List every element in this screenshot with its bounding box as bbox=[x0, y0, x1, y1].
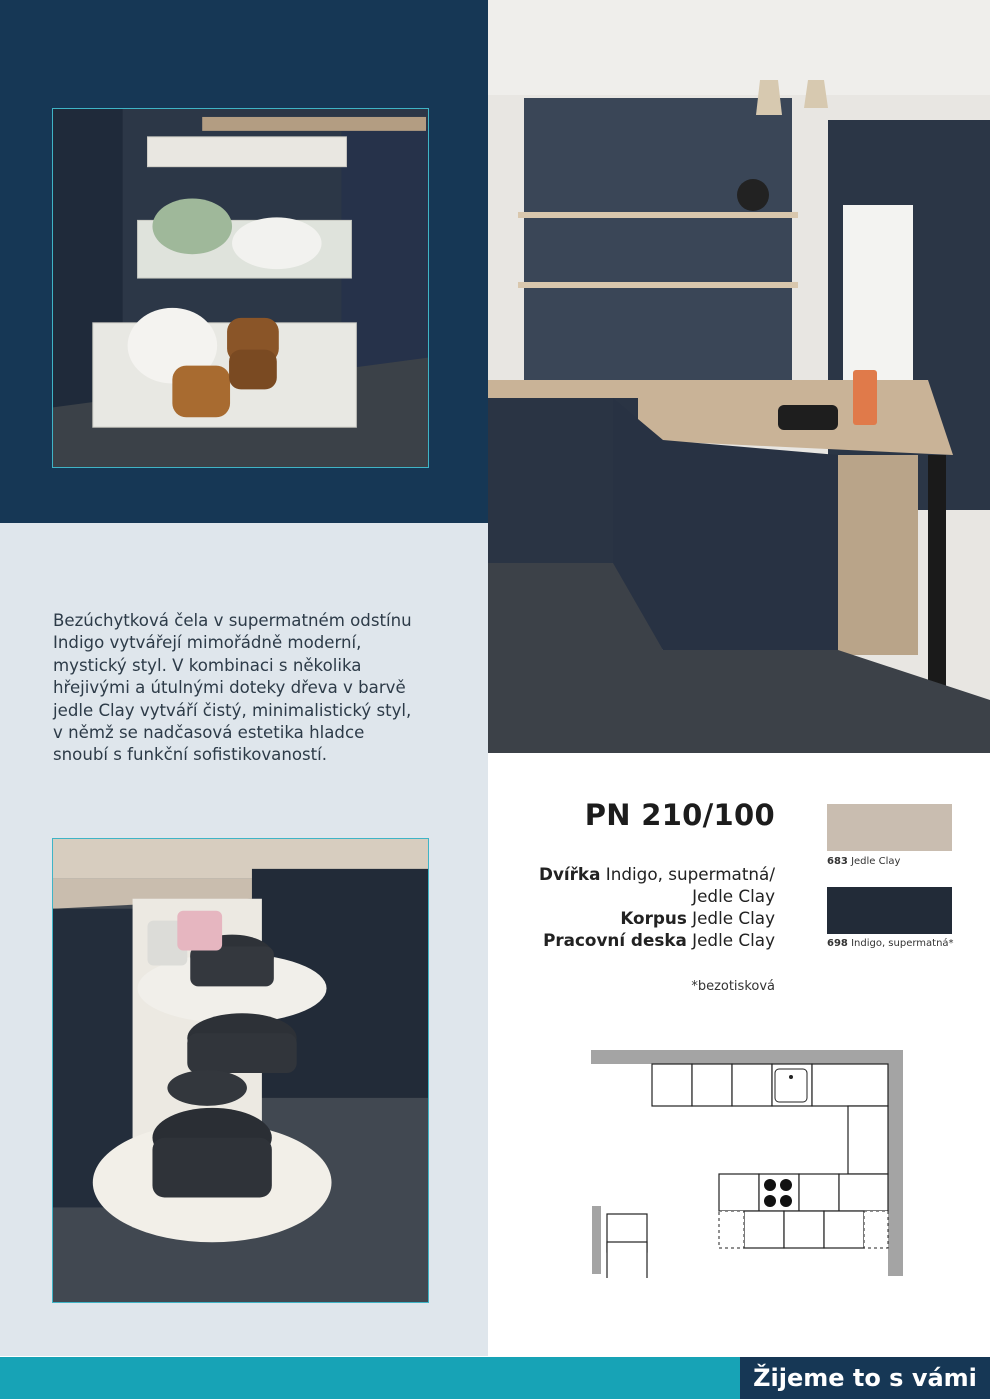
swatch-label bbox=[827, 938, 954, 949]
description-paragraph: Bezúchytková čela v supermatném odstínu Indigo vytvářejí mimořádně moderní, mystický styl. V kombinaci s několika hřejivými a útulnými doteky dřeva v barvě jedle Clay vytváří čistý, minimalistický styl, v němž se nadčasová estetika hladce snoubí s funkční sofistikovaností. bbox=[53, 611, 412, 765]
kitchen-hero-photo bbox=[488, 0, 990, 753]
spec-carcass bbox=[620, 908, 775, 929]
swatch-name: Jedle Clay bbox=[851, 856, 901, 867]
spec-value: Jedle Clay bbox=[692, 886, 775, 906]
corner-carousel-photo bbox=[52, 838, 429, 1303]
spec-label: Dvířka bbox=[539, 864, 601, 884]
swatch-code: 683 bbox=[827, 856, 848, 867]
spec-label: Pracovní deska bbox=[543, 930, 687, 950]
spec-label: Korpus bbox=[620, 908, 687, 928]
spec-worktop bbox=[543, 930, 775, 951]
swatch-name: Indigo, supermatná* bbox=[851, 938, 954, 949]
spec-value: Jedle Clay bbox=[692, 908, 775, 928]
spec-doors-line-1 bbox=[539, 864, 775, 885]
kitchen-floor-plan bbox=[585, 1048, 905, 1278]
spec-value: Jedle Clay bbox=[692, 930, 775, 950]
swatch-code: 698 bbox=[827, 938, 848, 949]
spec-doors-line-2 bbox=[692, 886, 775, 907]
swatch-jedle-clay bbox=[827, 804, 952, 851]
footer-tagline: Žijeme to s vámi bbox=[740, 1357, 990, 1399]
spec-value: Indigo, supermatná/ bbox=[605, 864, 775, 884]
swatch-indigo bbox=[827, 887, 952, 934]
footnote: *bezotisková bbox=[691, 979, 775, 994]
model-title: PN 210/100 bbox=[584, 798, 775, 832]
swatch-label bbox=[827, 856, 900, 867]
drawer-unit-photo bbox=[52, 108, 429, 468]
floor-plan-drawing bbox=[585, 1048, 905, 1278]
